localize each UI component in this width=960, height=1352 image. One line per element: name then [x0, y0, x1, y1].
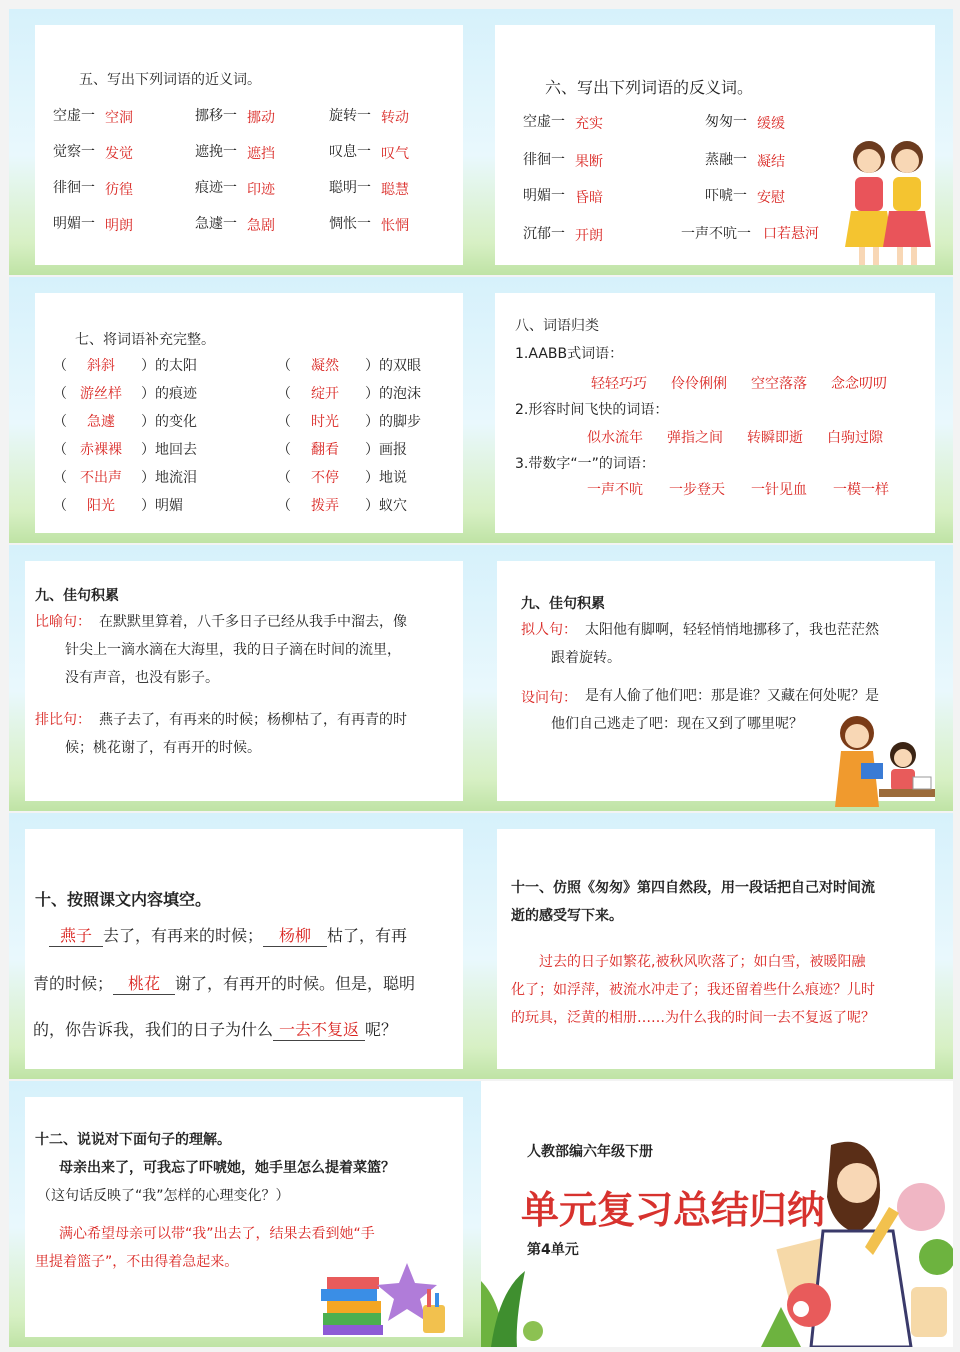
- category-answer: 一声不吭: [587, 482, 643, 498]
- fill-answer: 游丝样: [80, 386, 122, 402]
- synonym-answer: 发觉: [105, 146, 133, 162]
- section-title: 十二、说说对下面句子的理解。: [35, 1132, 231, 1148]
- fill-answer: 时光: [311, 414, 339, 430]
- books-star-illustration: [319, 1253, 455, 1339]
- slide-card: [495, 293, 935, 533]
- antonym-word: 匆匆一: [705, 114, 747, 130]
- fill-phrase: ）地说: [365, 470, 407, 486]
- fill-phrase: ）的太阳: [141, 358, 197, 374]
- metaphor-line-3: 没有声音，也没有影子。: [65, 670, 219, 686]
- paren-open: （: [277, 498, 291, 514]
- paren-open: （: [277, 442, 291, 458]
- teacher-student-illustration: [823, 711, 935, 809]
- fill-answer: 急遽: [87, 414, 115, 430]
- essay-line-2: 化了；如浮萍，被流水冲走了；我还留着些什么痕迹？儿时: [511, 982, 875, 998]
- metaphor-line-2: 针尖上一滴水滴在大海里，我的日子滴在时间的流里，: [65, 642, 401, 658]
- fill-phrase: ）地流泪: [141, 470, 197, 486]
- synonym-answer: 急剧: [247, 218, 275, 234]
- slide-writing: [481, 813, 953, 1079]
- antonym-answer: 果断: [575, 154, 603, 170]
- synonym-word: 惆怅一: [329, 216, 371, 232]
- synonym-word: 聪明一: [329, 180, 371, 196]
- section-title: 十、按照课文内容填空。: [35, 890, 212, 909]
- slide-card: [35, 25, 463, 265]
- parallelism-line-2: 候；桃花谢了，有再开的时候。: [65, 740, 261, 756]
- fill-phrase: ）的双眼: [365, 358, 421, 374]
- fill-phrase: ）的痕迹: [141, 386, 197, 402]
- slide-card: [25, 561, 463, 801]
- fill-answer: 绽开: [311, 386, 339, 402]
- category-answer: 一针见血: [751, 482, 807, 498]
- slide-cover: [481, 1081, 953, 1347]
- paren-open: （: [277, 358, 291, 374]
- blank-answer: 桃花: [113, 971, 175, 995]
- paren-open: （: [277, 386, 291, 402]
- label-personification: 拟人句：: [521, 622, 577, 638]
- slide-fill-text: [9, 813, 481, 1079]
- fill-answer: 斜斜: [87, 358, 115, 374]
- antonym-word: 蒸融一: [705, 152, 747, 168]
- fill-answer: 赤裸裸: [80, 442, 122, 458]
- category-answer: 空空落落: [751, 376, 807, 392]
- synonym-answer: 遮挡: [247, 146, 275, 162]
- question-hint: （这句话反映了“我”怎样的心理变化？）: [37, 1188, 290, 1204]
- category-answer: 一步登天: [669, 482, 725, 498]
- fill-phrase: ）蚁穴: [365, 498, 407, 514]
- slide-card: [497, 561, 935, 801]
- fill-text: 枯了，有再: [327, 926, 408, 945]
- antonym-word: 空虚一: [523, 114, 565, 130]
- fill-phrase: ）地回去: [141, 442, 197, 458]
- section-title: 九、佳句积累: [521, 596, 605, 612]
- synonym-word: 遮挽一: [195, 144, 237, 160]
- paren-open: （: [53, 386, 67, 402]
- antonym-answer: 充实: [575, 116, 603, 132]
- blank-answer: 一去不复返: [273, 1017, 365, 1041]
- section-title-1: 十一、仿照《匆匆》第四自然段，用一段话把自己对时间流: [511, 880, 875, 896]
- fill-line-1: [49, 923, 407, 947]
- essay-line-1: 过去的日子如繁花,被秋风吹落了；如白雪，被暖阳融: [539, 954, 866, 970]
- label-metaphor: 比喻句：: [35, 614, 91, 630]
- paren-open: （: [277, 414, 291, 430]
- slide-fill-words: [9, 277, 481, 543]
- slide-synonyms: [9, 9, 481, 275]
- category-answer: 白驹过隙: [827, 430, 883, 446]
- fill-line-2: [33, 971, 415, 995]
- fill-line-3: [33, 1017, 397, 1041]
- section-title: 九、佳句积累: [35, 588, 119, 604]
- question-1: 1.AABB式词语：: [515, 346, 624, 362]
- category-answer: 似水流年: [587, 430, 643, 446]
- slide-understanding: [9, 1081, 481, 1347]
- fill-answer: 拨弄: [311, 498, 339, 514]
- synonym-word: 挪移一: [195, 108, 237, 124]
- slide-card: [25, 1097, 463, 1337]
- antonym-answer: 缓缓: [757, 116, 785, 132]
- paren-open: （: [277, 470, 291, 486]
- fill-phrase: ）的变化: [141, 414, 197, 430]
- paren-open: （: [53, 498, 67, 514]
- fill-phrase: ）的泡沫: [365, 386, 421, 402]
- two-girls-illustration: [845, 129, 933, 269]
- slide-sentences-a: [9, 545, 481, 811]
- synonym-word: 觉察一: [53, 144, 95, 160]
- fill-phrase: ）的脚步: [365, 414, 421, 430]
- synonym-answer: 转动: [381, 110, 409, 126]
- paren-open: （: [53, 358, 67, 374]
- antonym-word: 沉郁一: [523, 226, 565, 242]
- category-answer: 一模一样: [833, 482, 889, 498]
- answer-line-1: 满心希望母亲可以带“我”出去了，结果去看到她“手: [59, 1226, 375, 1242]
- cover-unit: 第4单元: [527, 1242, 579, 1258]
- section-title: 七、将词语补充完整。: [75, 332, 215, 348]
- fill-answer: 凝然: [311, 358, 339, 374]
- synonym-word: 徘徊一: [53, 180, 95, 196]
- slide-card: [25, 829, 463, 1069]
- synonym-answer: 明朗: [105, 218, 133, 234]
- antonym-answer: 开朗: [575, 228, 603, 244]
- slide-card: [35, 293, 463, 533]
- fill-answer: 翻看: [311, 442, 339, 458]
- fill-answer: 阳光: [87, 498, 115, 514]
- personification-line-1: 太阳他有脚啊，轻轻悄悄地挪移了，我也茫茫然: [585, 622, 879, 638]
- antonym-word: 徘徊一: [523, 152, 565, 168]
- synonym-answer: 怅惘: [381, 218, 409, 234]
- cover-title: 单元复习总结归纳: [521, 1188, 826, 1232]
- antonym-answer: 凝结: [757, 154, 785, 170]
- synonym-word: 明媚一: [53, 216, 95, 232]
- slide-sentences-b: [481, 545, 953, 811]
- label-parallelism: 排比句：: [35, 712, 91, 728]
- antonym-answer: 昏暗: [575, 190, 603, 206]
- slide-classify: [481, 277, 953, 543]
- antonym-answer: 口若悬河: [763, 226, 819, 242]
- synonym-word: 急遽一: [195, 216, 237, 232]
- category-answer: 伶伶俐俐: [671, 376, 727, 392]
- synonym-answer: 聪慧: [381, 182, 409, 198]
- metaphor-line-1: 在默默里算着，八千多日子已经从我手中溜去，像: [99, 614, 407, 630]
- category-answer: 转瞬即逝: [747, 430, 803, 446]
- fill-answer: 不停: [311, 470, 339, 486]
- antonym-answer: 安慰: [757, 190, 785, 206]
- fill-text: 谢了，有再开的时候。但是，聪明: [175, 974, 416, 993]
- synonym-answer: 挪动: [247, 110, 275, 126]
- section-title: 五、写出下列词语的近义词。: [79, 72, 261, 88]
- category-answer: 弹指之间: [667, 430, 723, 446]
- fill-phrase: ）画报: [365, 442, 407, 458]
- rhetorical-line-1: 是有人偷了他们吧：那是谁？又藏在何处呢？是: [585, 688, 879, 704]
- label-rhetorical: 设问句：: [521, 690, 577, 706]
- antonym-word: 吓唬一: [705, 188, 747, 204]
- synonym-answer: 叹气: [381, 146, 409, 162]
- synonym-answer: 印迹: [247, 182, 275, 198]
- section-title: 八、词语归类: [515, 318, 599, 334]
- synonym-answer: 空洞: [105, 110, 133, 126]
- category-answer: 轻轻巧巧: [591, 376, 647, 392]
- question-3: 3.带数字“一”的词语：: [515, 456, 655, 472]
- synonym-answer: 彷徨: [105, 182, 133, 198]
- paren-open: （: [53, 470, 67, 486]
- synonym-word: 叹息一: [329, 144, 371, 160]
- slide-card: [497, 829, 935, 1069]
- paren-open: （: [53, 414, 67, 430]
- slide-antonyms: [481, 9, 953, 275]
- leaves-decoration-left: [481, 1241, 551, 1347]
- slide-card: [495, 25, 935, 265]
- essay-line-3: 的玩具，泛黄的相册……为什么我的时间一去不复返了呢？: [511, 1010, 875, 1026]
- synonym-word: 空虚一: [53, 108, 95, 124]
- fill-text: 呢？: [365, 1020, 398, 1039]
- fill-text: 的，你告诉我，我们的日子为什么: [33, 1020, 274, 1039]
- paren-open: （: [53, 442, 67, 458]
- category-answer: 念念叨叨: [831, 376, 887, 392]
- antonym-word: 明媚一: [523, 188, 565, 204]
- blank-answer: 杨柳: [263, 923, 327, 947]
- answer-line-2: 里提着篮子”，不由得着急起来。: [35, 1254, 239, 1270]
- question-sentence: 母亲出来了，可我忘了吓唬她，她手里怎么提着菜篮？: [59, 1160, 395, 1176]
- synonym-word: 旋转一: [329, 108, 371, 124]
- rhetorical-line-2: 他们自己逃走了吧：现在又到了哪里呢？: [551, 716, 803, 732]
- fill-text: 青的时候；: [33, 974, 114, 993]
- fill-answer: 不出声: [80, 470, 122, 486]
- fill-phrase: ）明媚: [141, 498, 183, 514]
- woman-books-illustration: [761, 1137, 953, 1347]
- section-title: 六、写出下列词语的反义词。: [545, 78, 754, 97]
- personification-line-2: 跟着旋转。: [551, 650, 621, 666]
- antonym-word: 一声不吭一: [681, 226, 751, 242]
- fill-text: 去了，有再来的时候；: [103, 926, 264, 945]
- parallelism-line-1: 燕子去了，有再来的时候；杨柳枯了，有再青的时: [99, 712, 407, 728]
- synonym-word: 痕迹一: [195, 180, 237, 196]
- blank-answer: 燕子: [49, 923, 103, 947]
- question-2: 2.形容时间飞快的词语：: [515, 402, 669, 418]
- section-title-2: 逝的感受写下来。: [511, 908, 623, 924]
- cover-subtitle: 人教部编六年级下册: [527, 1144, 653, 1160]
